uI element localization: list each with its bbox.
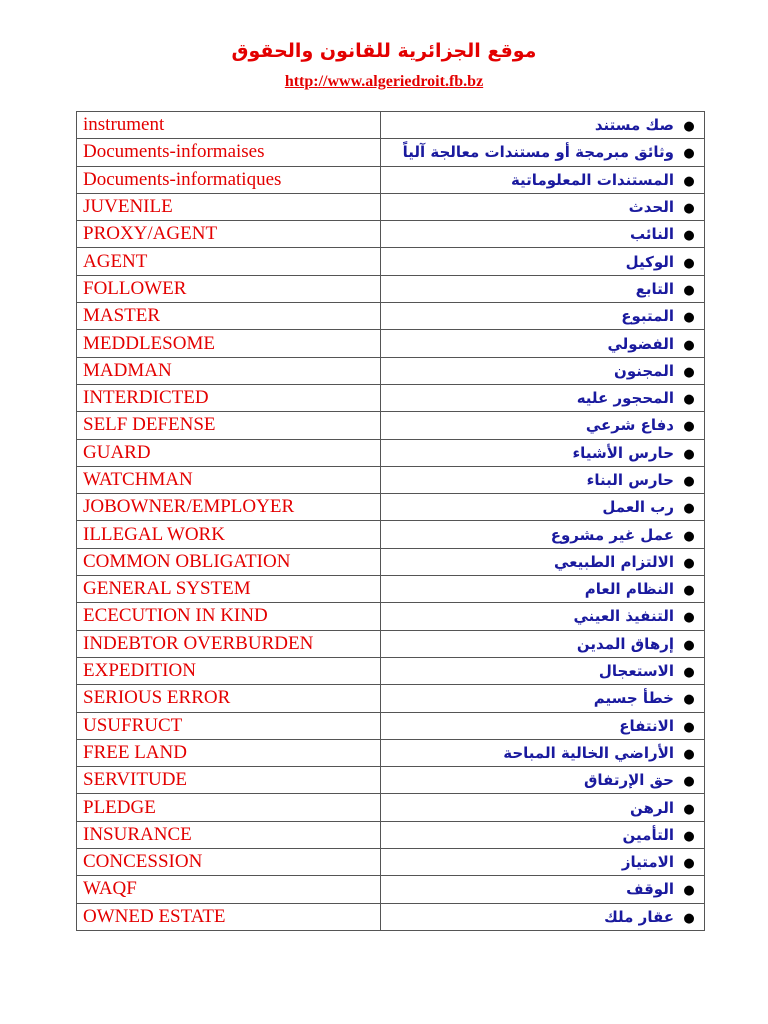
bullet-icon: ● — [683, 856, 695, 872]
arabic-term: دفاع شرعي — [585, 416, 674, 435]
table-row — [77, 903, 705, 930]
arabic-term-cell — [381, 849, 705, 876]
bullet-icon: ● — [683, 528, 695, 544]
english-term: WATCHMAN — [77, 466, 381, 493]
english-term: MASTER — [77, 303, 381, 330]
bullet-icon: ● — [683, 692, 695, 708]
arabic-term: رب العمل — [602, 498, 674, 517]
table-row — [77, 521, 705, 548]
arabic-term: النائب — [629, 225, 674, 244]
table-row — [77, 112, 705, 139]
bullet-icon: ● — [683, 801, 695, 817]
arabic-term: التابع — [635, 279, 674, 298]
arabic-term-cell — [381, 384, 705, 411]
table-row — [77, 821, 705, 848]
bullet-icon: ● — [683, 637, 695, 653]
arabic-term-cell — [381, 412, 705, 439]
page-header — [0, 38, 768, 92]
arabic-term: حارس البناء — [586, 471, 674, 489]
arabic-term-cell — [381, 548, 705, 575]
table-row — [77, 876, 705, 903]
arabic-term: الانتفاع — [619, 716, 674, 735]
arabic-term-cell — [381, 494, 705, 521]
table-row — [77, 166, 705, 193]
bullet-icon: ● — [683, 583, 695, 599]
table-row — [77, 439, 705, 466]
arabic-term: المستندات المعلوماتية — [510, 170, 674, 189]
table-row — [77, 576, 705, 603]
bullet-icon: ● — [683, 201, 695, 217]
bullet-icon: ● — [683, 610, 695, 626]
table-row — [77, 330, 705, 357]
bullet-icon: ● — [683, 119, 695, 135]
table-row — [77, 794, 705, 821]
arabic-term-cell — [381, 903, 705, 930]
bullet-icon: ● — [683, 883, 695, 899]
arabic-term-cell — [381, 330, 705, 357]
table-row — [77, 357, 705, 384]
arabic-term-cell — [381, 275, 705, 302]
table-row — [77, 384, 705, 411]
english-term: SELF DEFENSE — [77, 412, 381, 439]
table-row — [77, 657, 705, 684]
table-row — [77, 303, 705, 330]
arabic-term-cell — [381, 112, 705, 139]
english-term: USUFRUCT — [77, 712, 381, 739]
glossary-table-body — [77, 112, 705, 931]
english-term: MEDDLESOME — [77, 330, 381, 357]
arabic-term: الرهن — [629, 798, 674, 817]
arabic-term: المتبوع — [621, 307, 674, 326]
english-term: Documents-informaises — [77, 139, 381, 166]
bullet-icon: ● — [683, 474, 695, 489]
bullet-icon: ● — [683, 910, 695, 926]
table-row — [77, 603, 705, 630]
arabic-term: النظام العام — [584, 580, 674, 599]
table-row — [77, 630, 705, 657]
english-term: instrument — [77, 112, 381, 139]
arabic-term: المجنون — [614, 361, 674, 380]
arabic-term-cell — [381, 466, 705, 493]
arabic-term-cell — [381, 193, 705, 220]
table-row — [77, 412, 705, 439]
arabic-term-cell — [381, 876, 705, 903]
bullet-icon: ● — [683, 392, 695, 408]
bullet-icon: ● — [683, 310, 695, 326]
table-row — [77, 139, 705, 166]
arabic-term: حق الإرتفاق — [584, 771, 674, 790]
bullet-icon: ● — [683, 146, 695, 162]
arabic-term-cell — [381, 248, 705, 275]
table-row — [77, 685, 705, 712]
arabic-term-cell — [381, 794, 705, 821]
table-row — [77, 712, 705, 739]
table-row — [77, 548, 705, 575]
bullet-icon: ● — [683, 228, 695, 244]
english-term: INDEBTOR OVERBURDEN — [77, 630, 381, 657]
arabic-term: الأراضي الخالية المباحة — [503, 743, 674, 762]
table-row — [77, 739, 705, 766]
english-term: AGENT — [77, 248, 381, 275]
arabic-term: الامتياز — [621, 853, 674, 872]
bullet-icon: ● — [683, 665, 695, 681]
english-term: CONCESSION — [77, 849, 381, 876]
arabic-term: الالتزام الطبيعي — [553, 552, 674, 571]
table-row — [77, 193, 705, 220]
table-row — [77, 248, 705, 275]
english-term: WAQF — [77, 876, 381, 903]
english-term: INTERDICTED — [77, 384, 381, 411]
arabic-term-cell — [381, 521, 705, 548]
english-term: GUARD — [77, 439, 381, 466]
bullet-icon: ● — [683, 746, 695, 762]
arabic-term-cell — [381, 166, 705, 193]
table-row — [77, 466, 705, 493]
english-term: COMMON OBLIGATION — [77, 548, 381, 575]
arabic-term-cell — [381, 221, 705, 248]
table-row — [77, 849, 705, 876]
bullet-icon: ● — [683, 282, 695, 298]
bullet-icon: ● — [683, 828, 695, 844]
english-term: Documents-informatiques — [77, 166, 381, 193]
english-term: MADMAN — [77, 357, 381, 384]
arabic-term: الوكيل — [625, 252, 674, 271]
english-term: ILLEGAL WORK — [77, 521, 381, 548]
bullet-icon: ● — [683, 173, 695, 189]
arabic-term-cell — [381, 657, 705, 684]
arabic-term-cell — [381, 685, 705, 712]
arabic-term: حارس الأشياء — [572, 443, 674, 462]
arabic-term-cell — [381, 712, 705, 739]
arabic-term-cell — [381, 739, 705, 766]
site-title: موقع الجزائرية للقانون والحقوق — [231, 40, 537, 62]
bullet-icon: ● — [683, 555, 695, 571]
arabic-term-cell — [381, 603, 705, 630]
english-term: ECECUTION IN KIND — [77, 603, 381, 630]
bullet-icon: ● — [683, 337, 695, 353]
bullet-icon: ● — [683, 774, 695, 790]
arabic-term: عقار ملك — [604, 907, 674, 926]
english-term: SERIOUS ERROR — [77, 685, 381, 712]
arabic-term: صك مستند — [594, 116, 674, 135]
arabic-term-cell — [381, 303, 705, 330]
english-term: PROXY/AGENT — [77, 221, 381, 248]
table-row — [77, 275, 705, 302]
site-url-link[interactable]: http://www.algeriedroit.fb.bz — [284, 73, 484, 90]
english-term: FOLLOWER — [77, 275, 381, 302]
arabic-term: خطأ جسيم — [593, 689, 674, 708]
bullet-icon: ● — [683, 719, 695, 735]
arabic-term-cell — [381, 139, 705, 166]
bullet-icon: ● — [683, 255, 695, 271]
arabic-term: عمل غير مشروع — [550, 525, 674, 544]
arabic-term-cell — [381, 439, 705, 466]
english-term: INSURANCE — [77, 821, 381, 848]
arabic-term: الوقف — [626, 880, 674, 899]
english-term: GENERAL SYSTEM — [77, 576, 381, 603]
arabic-term-cell — [381, 821, 705, 848]
arabic-term: الحدث — [628, 198, 674, 217]
english-term: JUVENILE — [77, 193, 381, 220]
arabic-term: التأمين — [622, 825, 674, 844]
english-term: FREE LAND — [77, 739, 381, 766]
arabic-term: التنفيذ العيني — [573, 607, 674, 626]
arabic-term-cell — [381, 357, 705, 384]
arabic-term: الاستعجال — [598, 662, 674, 681]
english-term: OWNED ESTATE — [77, 903, 381, 930]
english-term: SERVITUDE — [77, 767, 381, 794]
glossary-table — [76, 111, 705, 931]
table-row — [77, 494, 705, 521]
bullet-icon: ● — [683, 419, 695, 435]
arabic-term-cell — [381, 630, 705, 657]
arabic-term: الفضولي — [607, 334, 674, 353]
table-row — [77, 221, 705, 248]
arabic-term-cell — [381, 767, 705, 794]
arabic-term: المحجور عليه — [576, 389, 674, 408]
arabic-term: إرهاق المدين — [576, 634, 674, 653]
table-row — [77, 767, 705, 794]
english-term: EXPEDITION — [77, 657, 381, 684]
bullet-icon: ● — [683, 446, 695, 462]
english-term: JOBOWNER/EMPLOYER — [77, 494, 381, 521]
bullet-icon: ● — [683, 501, 695, 517]
arabic-term: وثائق مبرمجة أو مستندات معالجة آلياً — [402, 143, 674, 162]
arabic-term-cell — [381, 576, 705, 603]
english-term: PLEDGE — [77, 794, 381, 821]
bullet-icon: ● — [683, 364, 695, 380]
